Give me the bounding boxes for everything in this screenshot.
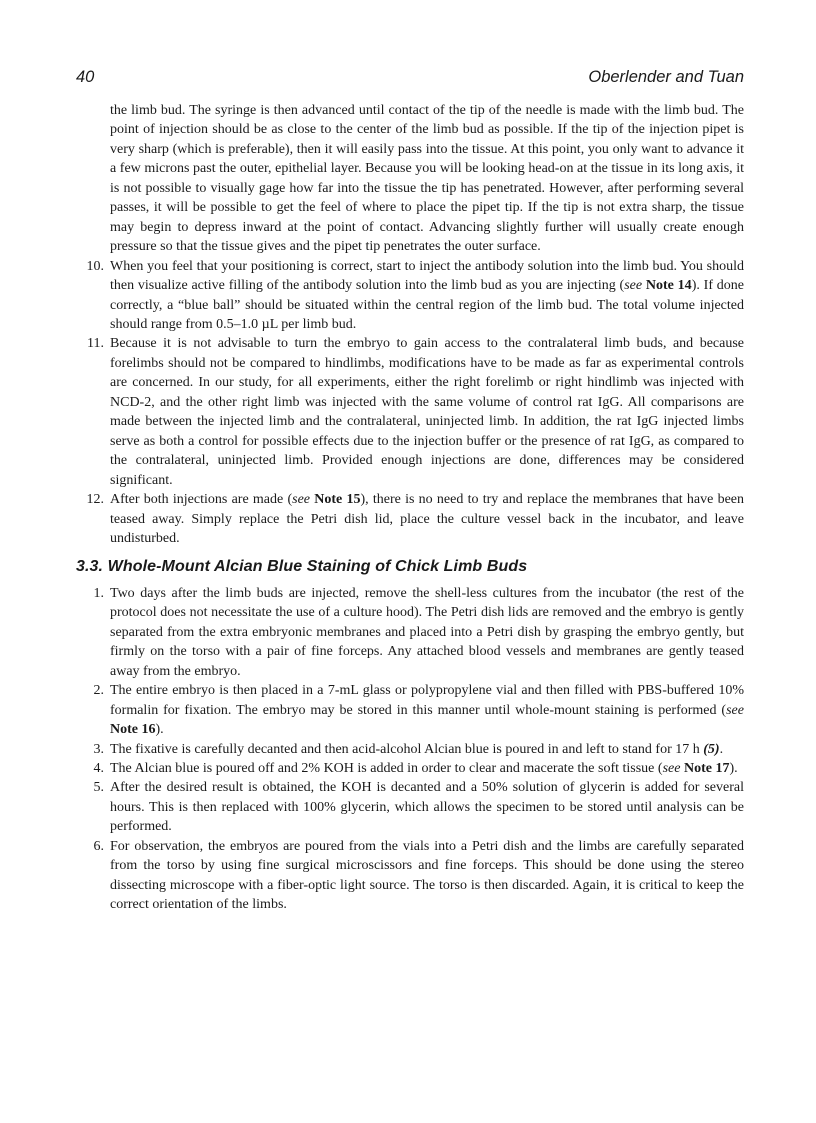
- list-item: [76, 681, 744, 739]
- list-item: [76, 257, 744, 335]
- list-item-number: 5.: [93, 780, 104, 796]
- running-head-authors: Oberlender and Tuan: [588, 68, 744, 86]
- list-item: [76, 778, 744, 836]
- alcian-blue-steps: [76, 584, 744, 915]
- list-item-text: For observation, the embryos are poured from the vials into a Petri dish and the limbs are carefully separated from the torso by using fine surgical microscissors and fine forceps. This should be done using the stereo dissecting microscope with a fiber-optic light source. The torso is then discarded. Again, it is critical to keep the correct orientation of the limbs.: [110, 838, 744, 913]
- list-item: [76, 584, 744, 681]
- list-item-text: When you feel that your positioning is correct, start to inject the antibody solution into the limb bud. You should then visualize active filling of the antibody solution into the limb bud as you are injecting (see Note 14). If done correctly, a “blue ball” should be situated within the central region of the limb bud. The total volume injected should range from 0.5–1.0 µL per limb bud.: [110, 258, 744, 332]
- list-item: [76, 837, 744, 915]
- list-item-number: 10.: [86, 258, 104, 274]
- protocol-steps-continued: [76, 101, 744, 548]
- list-item: [76, 740, 744, 759]
- list-item-number: 4.: [93, 760, 104, 776]
- list-item-number: 12.: [86, 492, 104, 508]
- body-text: [76, 101, 744, 915]
- list-item-text: After the desired result is obtained, the KOH is decanted and a 50% solution of glycerin is added for several hours. This is then replaced with 100% glycerin, which allows the specimen to be stored until analysis can be performed.: [110, 780, 744, 835]
- list-item: [76, 759, 744, 778]
- list-item-text: The fixative is carefully decanted and then acid-alcohol Alcian blue is poured in and left to stand for 17 h (5).: [110, 741, 724, 757]
- list-item-number: 2.: [93, 683, 104, 699]
- list-item: [76, 490, 744, 548]
- list-item-text: Because it is not advisable to turn the embryo to gain access to the contralateral limb buds, and because forelimbs should not be compared to hindlimbs, modifications have to be made as far as experimental controls are concerned. In our study, for all experiments, either the right forelimb or right hindlimb was injected with NCD-2, and the other right limb was injected with the same volume of control rat IgG. All comparisons are made between the injected limb and the contralateral, uninjected limb. In addition, the rat IgG injected limbs serve as both a control for possible effects due to the injection buffer or the presence of rat IgG, as compared to the contralateral, uninjected limb. Provided enough injections are done, differences may be considered significant.: [110, 336, 744, 488]
- list-item-text: The entire embryo is then placed in a 7-mL glass or polypropylene vial and then filled with PBS-buffered 10% formalin for fixation. The embryo may be stored in this manner until whole-mount staining is performed (see Note 16).: [110, 683, 744, 738]
- list-item-text: After both injections are made (see Note 15), there is no need to try and replace the membranes that have been teased away. Simply replace the Petri dish lid, place the culture vessel back in the incubator, and leave undisturbed.: [110, 492, 745, 546]
- list-item-text: The Alcian blue is poured off and 2% KOH is added in order to clear and macerate the soft tissue (see Note 17).: [110, 760, 738, 776]
- list-item: [76, 334, 744, 490]
- list-item: [76, 101, 744, 257]
- list-item-text: the limb bud. The syringe is then advanced until contact of the tip of the needle is made with the limb bud. The point of injection should be as close to the center of the limb bud as possible. If the tip of the injection pipet is very sharp (which is preferable), then it will easily pass into the tissue. At this point, you only want to advance it a few microns past the outer, epithelial layer. Because you will be looking head-on at the tissue in its long axis, it is not possible to visually gage how far into the tissue the tip has penetrated. However, after performing several passes, it will be possible to get the feel of where to place the pipet tip. If the tip is not extra sharp, the tissue may begin to depress inward at the point of contact. Advancing slightly further will usually create enough pressure so that the tissue gives and the pipet tip penetrates the outer surface.: [110, 103, 744, 255]
- list-item-number: 1.: [93, 585, 104, 601]
- section-heading: 3.3. Whole-Mount Alcian Blue Staining of Chick Limb Buds: [76, 558, 528, 576]
- list-item-number: 11.: [87, 336, 104, 352]
- list-item-number: 3.: [93, 741, 104, 757]
- page-number: 40: [76, 68, 95, 86]
- list-item-number: 6.: [93, 838, 104, 854]
- list-item-text: Two days after the limb buds are injected, remove the shell-less cultures from the incubator (the rest of the protocol does not necessitate the use of a culture hood). The Petri dish lids are removed and the embryo is gently separated from the extra embryonic membranes and placed into a Petri dish by grasping the embryo gently, but firmly on the torso with a pair of fine forceps. Any attached blood vessels and membranes are gently teased away from the embryo.: [110, 585, 744, 679]
